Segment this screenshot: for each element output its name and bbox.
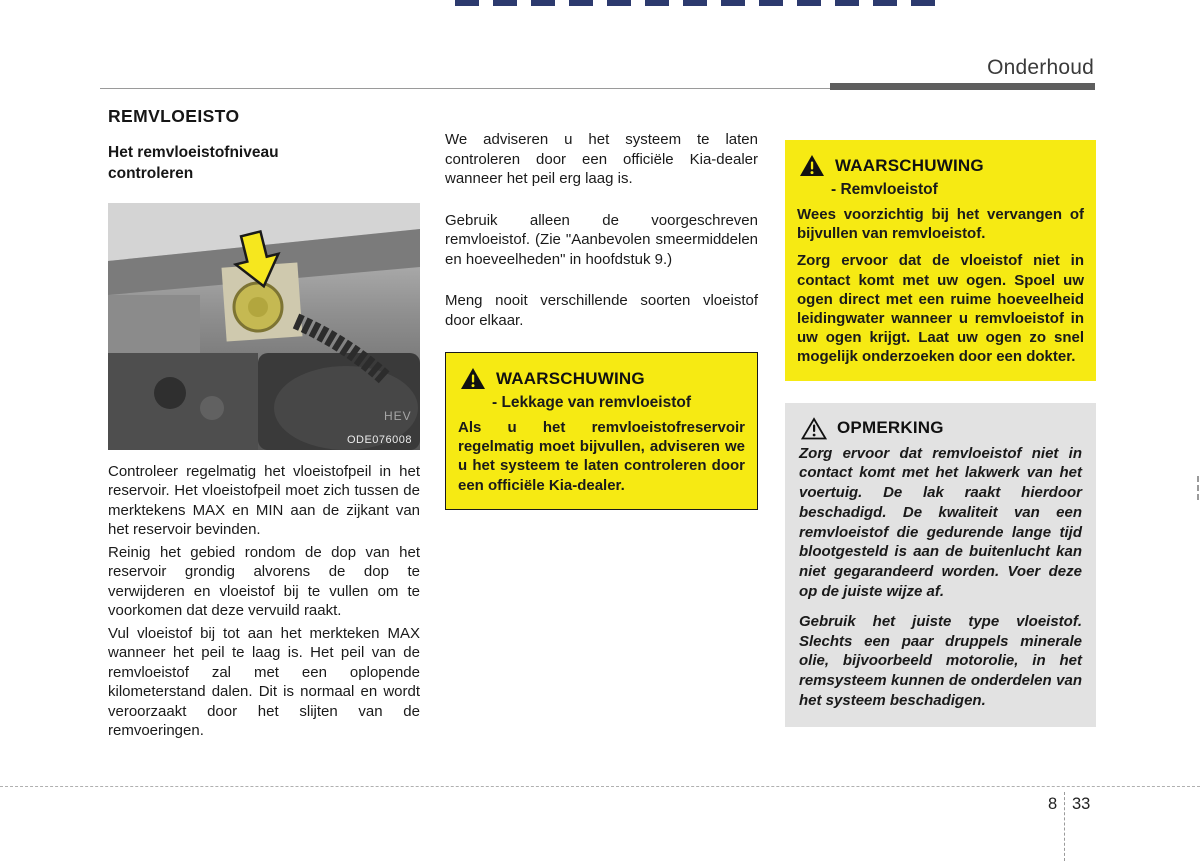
paragraph: Controleer regelmatig het vloeistofpeil in het reservoir. Het vloeistofpeil moet zich tussen de merktekens MAX en MIN aan de zijkant van het reservoir bevinden. — [108, 462, 420, 539]
section-title: REMVLOEISTO — [108, 106, 240, 126]
warning-box-brake-fluid — [785, 140, 1096, 381]
engine-bay-photo — [108, 203, 420, 450]
header-rule-thick — [830, 83, 1095, 90]
section-subtitle: Het remvloeistofniveau controleren — [108, 144, 279, 182]
warning-box-header — [799, 154, 1084, 177]
warning-triangle-icon — [799, 154, 825, 177]
warning-box-header — [460, 367, 745, 390]
engine-bay-illustration — [108, 203, 420, 450]
warning-text: Als u het remvloeistofreservoir regelmatig moet bijvullen, adviseren we u het systeem te laten controleren door een officiële Kia-dealer. — [458, 419, 745, 494]
footer-dashed-rule — [0, 786, 1200, 787]
warning-text: Wees voorzichtig bij het vervangen of bijvullen van remvloeistof. — [797, 206, 1084, 243]
warning-title: WAARSCHUWING — [496, 368, 645, 388]
image-code: ODE076008 — [346, 433, 412, 446]
warning-box-leakage — [445, 352, 758, 510]
paragraph: Vul vloeistof bij tot aan het merkteken MAX wanneer het peil te laag is. Het peil van de remvloeistof zal met een oplopende kilometerstand dalen. Dit is normaal en wordt veroorzaakt door het slijten van de remvoeringen. — [108, 624, 420, 740]
paragraph: We adviseren u het systeem te laten controleren door een officiële Kia-dealer wanneer het peil erg laag is. — [445, 131, 758, 187]
note-text: Zorg ervoor dat remvloeistof niet in contact komt met het lakwerk van het voertuig. De lak raakt hierdoor beschadigd. De kwaliteit van een remvloeistof die gedurende lange tijd blootgesteld is aan de buitenlucht kan niet gegarandeerd worden. Voer deze op de juiste wijze af. — [799, 444, 1082, 601]
middle-column — [445, 130, 758, 510]
note-box-header — [801, 417, 1082, 440]
warning-title: WAARSCHUWING — [835, 155, 984, 175]
paragraph: Gebruik alleen de voorgeschreven remvloeistof. (Zie "Aanbevolen smeermiddelen en hoeveelheden" in hoofdstuk 9.) — [445, 211, 758, 268]
right-column — [785, 140, 1096, 727]
warning-subtitle: - Lekkage van remvloeistof — [492, 394, 691, 411]
chapter-number: 8 — [1048, 795, 1058, 813]
page-number-divider — [1064, 792, 1065, 861]
warning-triangle-icon — [460, 367, 486, 390]
note-triangle-icon — [801, 417, 827, 440]
page-number-value: 33 — [1072, 795, 1091, 813]
paragraph: Meng nooit verschillende soorten vloeistof door elkaar. — [445, 292, 758, 329]
warning-text: Zorg ervoor dat de vloeistof niet in contact komt met uw ogen. Spoel uw ogen direct met een ruime hoeveelheid leidingwater wanneer u remvloeistof in uw ogen krijgt. Laat uw ogen zo snel mogelijk onderzoeken door een dokter. — [797, 252, 1084, 366]
warning-subtitle: - Remvloeistof — [831, 181, 938, 198]
paragraph: Reinig het gebied rondom de dop van het reservoir grondig alvorens de dop te verwijderen en vloeistof bij te vullen om te voorkomen dat deze vervuild raakt. — [108, 543, 420, 620]
note-title: OPMERKING — [837, 418, 944, 437]
chapter-title: Onderhoud — [987, 56, 1094, 79]
margin-dashed-mark — [1197, 476, 1199, 500]
note-box — [785, 403, 1096, 727]
top-crop-dashed-mark — [455, 0, 942, 6]
engine-cover-label: HEV — [384, 408, 412, 423]
note-text: Gebruik het juiste type vloeistof. Slechts een paar druppels minerale olie, bijvoorbeeld motorolie, in het remsysteem kunnen de onderdelen van het systeem beschadigen. — [799, 612, 1082, 710]
left-column — [108, 100, 420, 744]
